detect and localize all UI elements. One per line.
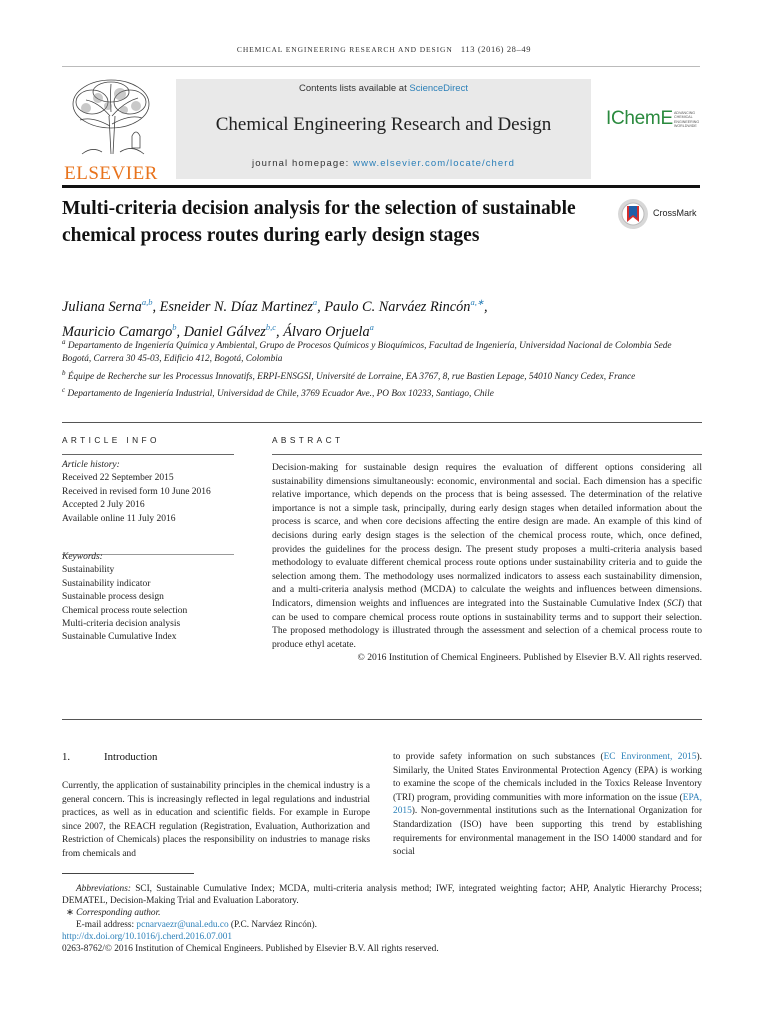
icheme-tagline-line: WORLDWIDE (674, 123, 697, 128)
article-info (62, 459, 234, 645)
history-item: Accepted 2 July 2016 (62, 500, 145, 511)
keyword: Sustainable process design (62, 592, 164, 603)
keyword: Sustainability (62, 565, 115, 576)
author-affil-mark[interactable]: a (312, 297, 318, 307)
icheme-tagline (674, 111, 699, 128)
author-affil-mark[interactable]: a,b (141, 297, 153, 307)
icheme-logo[interactable] (606, 108, 702, 136)
intro-text: ). Non-governmental institutions such as the International Organization for Standardization (ISO) have been supporting this trend by establishing requirements for environmental management in the ISO 14000 standard and for social (393, 806, 702, 858)
section-rule (62, 719, 702, 720)
author-name[interactable]: Mauricio Camargo (62, 323, 173, 340)
elsevier-logo[interactable] (62, 76, 160, 184)
author-list: Juliana Serna$^{a,b}$, Esneider N. Díaz Martinez$^a$, Paulo C. Narváez Rincón$^{a,∗}$, Mauricio Camargo$^b$, Daniel Gálvez$^{b,c}$, Álvaro Orjuela$^a$ (62, 297, 488, 340)
journal-homepage-link[interactable]: www.elsevier.com/locate/cherd (353, 158, 515, 169)
author-affil-mark[interactable]: a (369, 321, 374, 332)
corresponding-text: Corresponding author. (73, 908, 161, 919)
icheme-tagline-line: ENGINEERING (674, 119, 700, 124)
elsevier-tree-icon (62, 76, 160, 156)
intro-heading (62, 751, 157, 763)
masthead-bottom-rule (62, 185, 700, 188)
corresponding-mark: ∗ (66, 908, 74, 919)
elsevier-wordmark: ELSEVIER (64, 163, 158, 184)
abstract-text: ) that can be used to compare chemical process route options in sustainability terms and to support their selection. The proposed methodology is illustrated through the assessment and selection of a chemical process route to produce ethyl acetate. (272, 597, 702, 650)
history-item: Available online 11 July 2016 (62, 513, 176, 524)
keyword: Chemical process route selection (62, 605, 188, 616)
icheme-tagline-line: CHEMICAL (674, 115, 693, 120)
intro-left-column: Currently, the application of sustainability principles in the chemical industry is a general concern. This is increasingly reflected in legal regulations and industrial practices, as well as in education and scientific fields. For example in Europe since 2007, the REACH regulation (Registration, Evaluation, Authorization and Restriction of Chemicals) places the responsibility on industries to manage risks from chemicals and (62, 781, 370, 859)
journal-title: Chemical Engineering Research and Design (215, 114, 552, 135)
history-label: Article history: (62, 460, 120, 470)
email-label: E-mail address: (76, 920, 137, 931)
email-link[interactable]: pcnarvaezr@unal.edu.co (136, 920, 229, 931)
abstract-copyright: © 2016 Institution of Chemical Engineers. Published by Elsevier B.V. All rights reserved. (357, 652, 702, 664)
abbreviations-footnote (62, 883, 702, 907)
running-head-pages: 28–49 (506, 44, 532, 54)
affiliation-text: Departamento de Ingeniería Industrial, Universidad de Chile, 3769 Ecuador Ave., PO Box 10233, Santiago, Chile (67, 388, 494, 399)
journal-banner (176, 79, 591, 179)
email-footnote (62, 919, 702, 931)
abstract-text-sci: SCI (666, 597, 682, 609)
affiliation-text: Équipe de Recherche sur les Processus Innovatifs, ERPI-ENSGSI, Université de Lorraine, EA 3767, 8, rue Bastien Lepage, 54010 Nancy Cedex, France (67, 371, 636, 382)
crossmark-badge[interactable] (617, 198, 707, 232)
history-item: Received 22 September 2015 (62, 473, 174, 484)
intro-text: to provide safety information on such substances ( (393, 752, 604, 762)
affiliation-mark: b (62, 368, 66, 377)
intro-text: ). Similarly, the United States Environmental Protection Agency (EPA) is working to examine the scope of the chemicals included in the Toxics Release Inventory (TRI) program, providing communities with more information on the issue ( (393, 752, 702, 803)
article-info-heading: ARTICLE INFO (62, 435, 160, 445)
homepage-prefix: journal homepage: (252, 158, 354, 169)
keyword: Sustainable Cumulative Index (62, 632, 177, 643)
author-affil-mark[interactable]: a,∗ (470, 297, 484, 307)
affiliation-list (62, 336, 702, 401)
running-head-journal: CHEMICAL ENGINEERING RESEARCH AND DESIGN (236, 45, 453, 54)
author-name[interactable]: Álvaro Orjuela (283, 323, 370, 340)
history-item: Received in revised form 10 June 2016 (62, 486, 211, 497)
running-head (0, 44, 768, 54)
affiliation-mark: c (62, 385, 66, 394)
author-name[interactable]: Esneider N. Díaz Martinez (159, 298, 313, 315)
crossmark-label: CrossMark (653, 208, 697, 218)
footnote-rule (62, 873, 194, 874)
section-rule (62, 422, 702, 423)
paper-title: Multi-criteria decision analysis for the selection of sustainable chemical process routes during early design stages (62, 198, 576, 246)
keyword: Sustainability indicator (62, 578, 151, 589)
footnotes (62, 883, 702, 956)
citation-link[interactable]: EC Environment, 2015 (603, 752, 697, 762)
crossmark-icon (617, 198, 649, 230)
author-affil-mark[interactable]: b,c (265, 321, 277, 332)
running-head-volume: 113 (460, 44, 476, 54)
citation-link[interactable]: EPA, 2015 (393, 792, 702, 817)
abstract-heading: ABSTRACT (272, 435, 344, 445)
abstract-text: Decision-making for sustainable design requires the evaluation of different options considering all sustainability dimensions simultaneously: economic, environmental and social. Each dimension has a specific relative importance, which depends on the process that is being assessed. The determination of the relative importance is not a simple task, principally, during early design stages when detailed information about the process is scarce, and when core decisions affecting the entire design are made. An example of this kind of decisions during early design stages is the selection of the chemical process route, which, once defined, provides the guidelines for the process design. The present study proposes a multi-criteria analysis based methodology to evaluate different chemical process route options under sustainability criteria and to guide the selection among them. The methodology uses normalized indicators to assess each sustainability dimension, and a multi-criteria analysis method (MCDA) to calculate the weights and influences between dimensions. Indicators, dimension weights and influences are integrated into the Sustainable Cumulative Index ( (272, 462, 702, 609)
homepage-line (176, 158, 591, 169)
corresponding-footnote (62, 907, 702, 919)
contents-line (176, 83, 591, 94)
author-name[interactable]: Daniel Gálvez (183, 323, 266, 340)
abbreviations-label: Abbreviations: (76, 884, 131, 894)
keyword: Multi-criteria decision analysis (62, 619, 181, 630)
abbreviations-text: SCI, Sustainable Cumulative Index; MCDA, multi-criteria analysis method; IWF, integrated weighting factor; AHP, Analytic Hierarchy Process; DEMATEL, Decision-Making Trial and Evaluation Laboratory. (62, 884, 702, 907)
email-owner: (P.C. Narváez Rincón). (228, 920, 317, 931)
issn-line: 0263-8762/© 2016 Institution of Chemical Engineers. Published by Elsevier B.V. All rights reserved. (62, 944, 439, 955)
masthead-top-rule (62, 66, 700, 67)
intro-number: 1. (62, 751, 71, 763)
contents-prefix: Contents lists available at (299, 83, 410, 94)
keywords-label: Keywords: (62, 552, 103, 563)
icheme-tagline-line: ADVANCING (674, 111, 696, 115)
abstract-body (272, 461, 702, 665)
intro-title: Introduction (104, 751, 158, 763)
doi-link[interactable]: http://dx.doi.org/10.1016/j.cherd.2016.07.001 (62, 932, 233, 943)
author-name[interactable]: Juliana Serna (62, 298, 142, 315)
icheme-wordmark: IChemE (606, 108, 673, 129)
author-affil-mark[interactable]: b (172, 321, 177, 332)
article-info-rule (62, 454, 234, 455)
author-name[interactable]: Paulo C. Narváez Rincón (324, 298, 471, 315)
affiliation-mark: a (62, 338, 66, 346)
affiliation-text: Departamento de Ingeniería Química y Ambiental, Grupo de Procesos Químicos y Bioquímicos, Facultad de Ingeniería, Universidad Nacional de Colombia Sede Bogotá, Carrera 30 45-03, Edificio 412, Bogotá, Colombia (62, 341, 672, 365)
running-head-year: (2016) (477, 44, 505, 54)
affiliation (62, 367, 702, 384)
intro-right-column (393, 751, 702, 860)
affiliation (62, 384, 702, 401)
affiliation (62, 336, 702, 367)
sciencedirect-link[interactable]: ScienceDirect (409, 83, 468, 94)
abstract-rule (272, 454, 702, 455)
